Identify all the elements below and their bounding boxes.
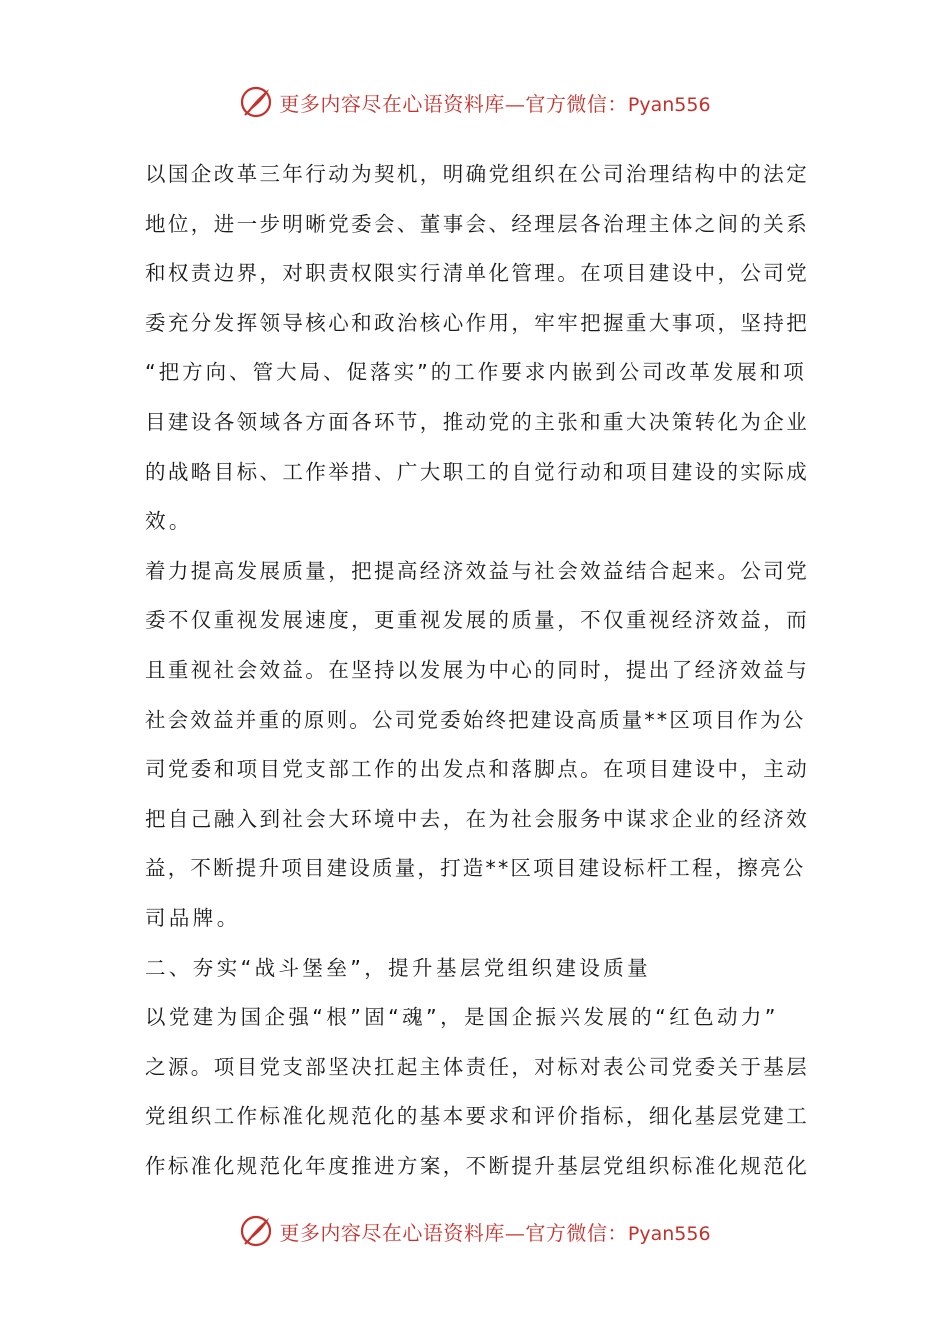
section-heading: 二、夯实“战斗堡垒”，提升基层党组织建设质量 <box>145 955 652 980</box>
text-line: 社会效益并重的原则。公司党委始终把建设高质量**区项目作为公 <box>145 707 806 732</box>
wechat-id: Pyan556 <box>627 1222 711 1245</box>
document-body <box>145 150 810 1191</box>
text-line: 益，不断提升项目建设质量，打造**区项目建设标杆工程，擦亮公 <box>145 856 806 881</box>
text-line: 把自己融入到社会大环境中去，在为社会服务中谋求企业的经济效 <box>145 806 810 831</box>
text-line: 司党委和项目党支部工作的出发点和落脚点。在项目建设中，主动 <box>145 757 810 782</box>
text-line: 地位，进一步明晰党委会、董事会、经理层各治理主体之间的关系 <box>145 211 810 236</box>
text-line: 委不仅重视发展速度，更重视发展的质量，不仅重视经济效益，而 <box>145 608 810 633</box>
text-line: 且重视社会效益。在坚持以发展为中心的同时，提出了经济效益与 <box>145 657 810 682</box>
text-line: 以国企改革三年行动为契机，明确党组织在公司治理结构中的法定 <box>145 162 810 186</box>
text-line: 之源。项目党支部坚决扛起主体责任，对标对表公司党委关于基层 <box>145 1054 810 1079</box>
text-line: 党组织工作标准化规范化的基本要求和评价指标，细化基层党建工 <box>145 1104 810 1129</box>
text-line: 和权责边界，对职责权限实行清单化管理。在项目建设中，公司党 <box>145 261 810 286</box>
quill-in-circle-icon <box>239 1214 273 1248</box>
text-line: “把方向、管大局、促落实”的工作要求内嵌到公司改革发展和项 <box>145 360 807 385</box>
text-line: 目建设各领域各方面各环节，推动党的主张和重大决策转化为企业 <box>145 409 810 434</box>
text-line: 着力提高发展质量，把提高经济效益与社会效益结合起来。公司党 <box>145 558 810 583</box>
text-line: 司品牌。 <box>145 905 241 930</box>
watermark-text: 更多内容尽在心语资料库—官方微信：Pyan556 <box>279 1220 711 1245</box>
text-line: 委充分发挥领导核心和政治核心作用，牢牢把握重大事项，坚持把 <box>145 310 810 335</box>
header-watermark <box>0 82 950 122</box>
wechat-id: Pyan556 <box>627 93 711 116</box>
quill-in-circle-icon <box>239 85 273 119</box>
footer-watermark <box>0 1211 950 1251</box>
text-line: 的战略目标、工作举措、广大职工的自觉行动和项目建设的实际成 <box>145 459 810 484</box>
text-line: 以党建为国企强“根”固“魂”，是国企振兴发展的“红色动力” <box>145 1005 779 1030</box>
text-line: 效。 <box>145 509 193 534</box>
watermark-text: 更多内容尽在心语资料库—官方微信：Pyan556 <box>279 91 711 116</box>
text-line: 作标准化规范化年度推进方案，不断提升基层党组织标准化规范化 <box>145 1153 810 1178</box>
